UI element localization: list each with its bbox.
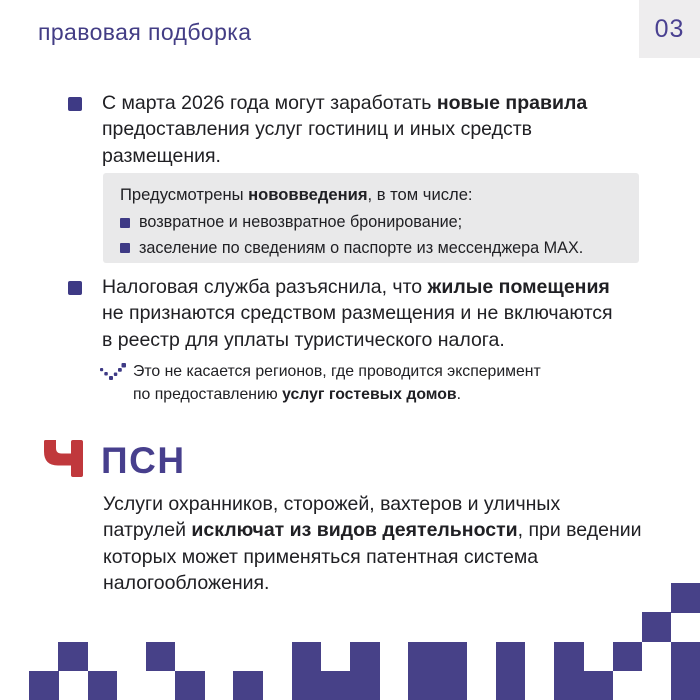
pixel-square xyxy=(554,642,584,672)
pixel-square xyxy=(350,671,380,700)
section-title-psn: ПСН xyxy=(101,440,186,481)
pixel-square xyxy=(88,671,118,700)
pixel-square xyxy=(438,671,468,700)
pixel-square xyxy=(233,671,263,700)
bullet-square-icon xyxy=(68,281,82,295)
info-bullet-label: возвратное и невозвратное бронирование; xyxy=(139,213,463,232)
page-title: правовая подборка xyxy=(38,19,252,45)
list-item xyxy=(120,236,583,262)
pixel-square xyxy=(671,642,700,672)
page-number-block xyxy=(639,0,700,58)
pixel-square xyxy=(292,642,322,672)
pixel-square xyxy=(408,642,438,672)
page-number: 03 xyxy=(654,14,685,43)
bullet-square-icon xyxy=(120,218,130,228)
bullet-item-hotel-rules: С марта 2026 года могут заработать новые правила предоставления услуг гостиниц и иных средств размещения. xyxy=(102,92,588,167)
pixel-square xyxy=(496,671,526,700)
pixel-square xyxy=(58,642,88,672)
pixel-square xyxy=(554,671,584,700)
dotted-check-icon xyxy=(100,363,126,388)
pixel-square xyxy=(671,583,700,613)
pixel-square xyxy=(408,671,438,700)
pixel-square xyxy=(613,642,643,672)
info-box-bullet-list xyxy=(120,210,583,261)
info-box-intro: Предусмотрены нововведения, в том числе: xyxy=(120,185,473,204)
pixel-square xyxy=(642,612,672,642)
pixel-square xyxy=(292,671,322,700)
pixel-square xyxy=(438,642,468,672)
bullet-square-icon xyxy=(68,97,82,111)
pixel-square xyxy=(29,671,59,700)
bullet-item-tax-service: Налоговая служба разъяснила, что жилые помещения не признаются средством размещения и не включаются в реестр для уплаты туристического налога. xyxy=(102,276,613,351)
pixel-square xyxy=(496,642,526,672)
note-guest-houses: Это не касается регионов, где проводится эксперимент по предоставлению услуг гостевых домов. xyxy=(133,363,541,403)
pixel-square xyxy=(583,671,613,700)
pixel-square xyxy=(350,642,380,672)
red-che-4-glyph-icon xyxy=(44,440,83,482)
pixel-square xyxy=(671,671,700,700)
bullet-square-icon xyxy=(120,243,130,253)
pixel-square xyxy=(321,671,351,700)
paragraph-psn: Услуги охранников, сторожей, вахтеров и уличных патрулей исключат из видов деятельности, при ведении которых может применяться патентная система налогообложения. xyxy=(103,493,642,594)
info-bullet-label: заселение по сведениям о паспорте из мессенджера MAX. xyxy=(139,238,584,257)
pixel-square xyxy=(146,642,176,672)
list-item xyxy=(120,210,583,236)
info-box-innovations xyxy=(103,173,639,263)
pixel-pattern xyxy=(0,583,700,700)
pixel-square xyxy=(175,671,205,700)
